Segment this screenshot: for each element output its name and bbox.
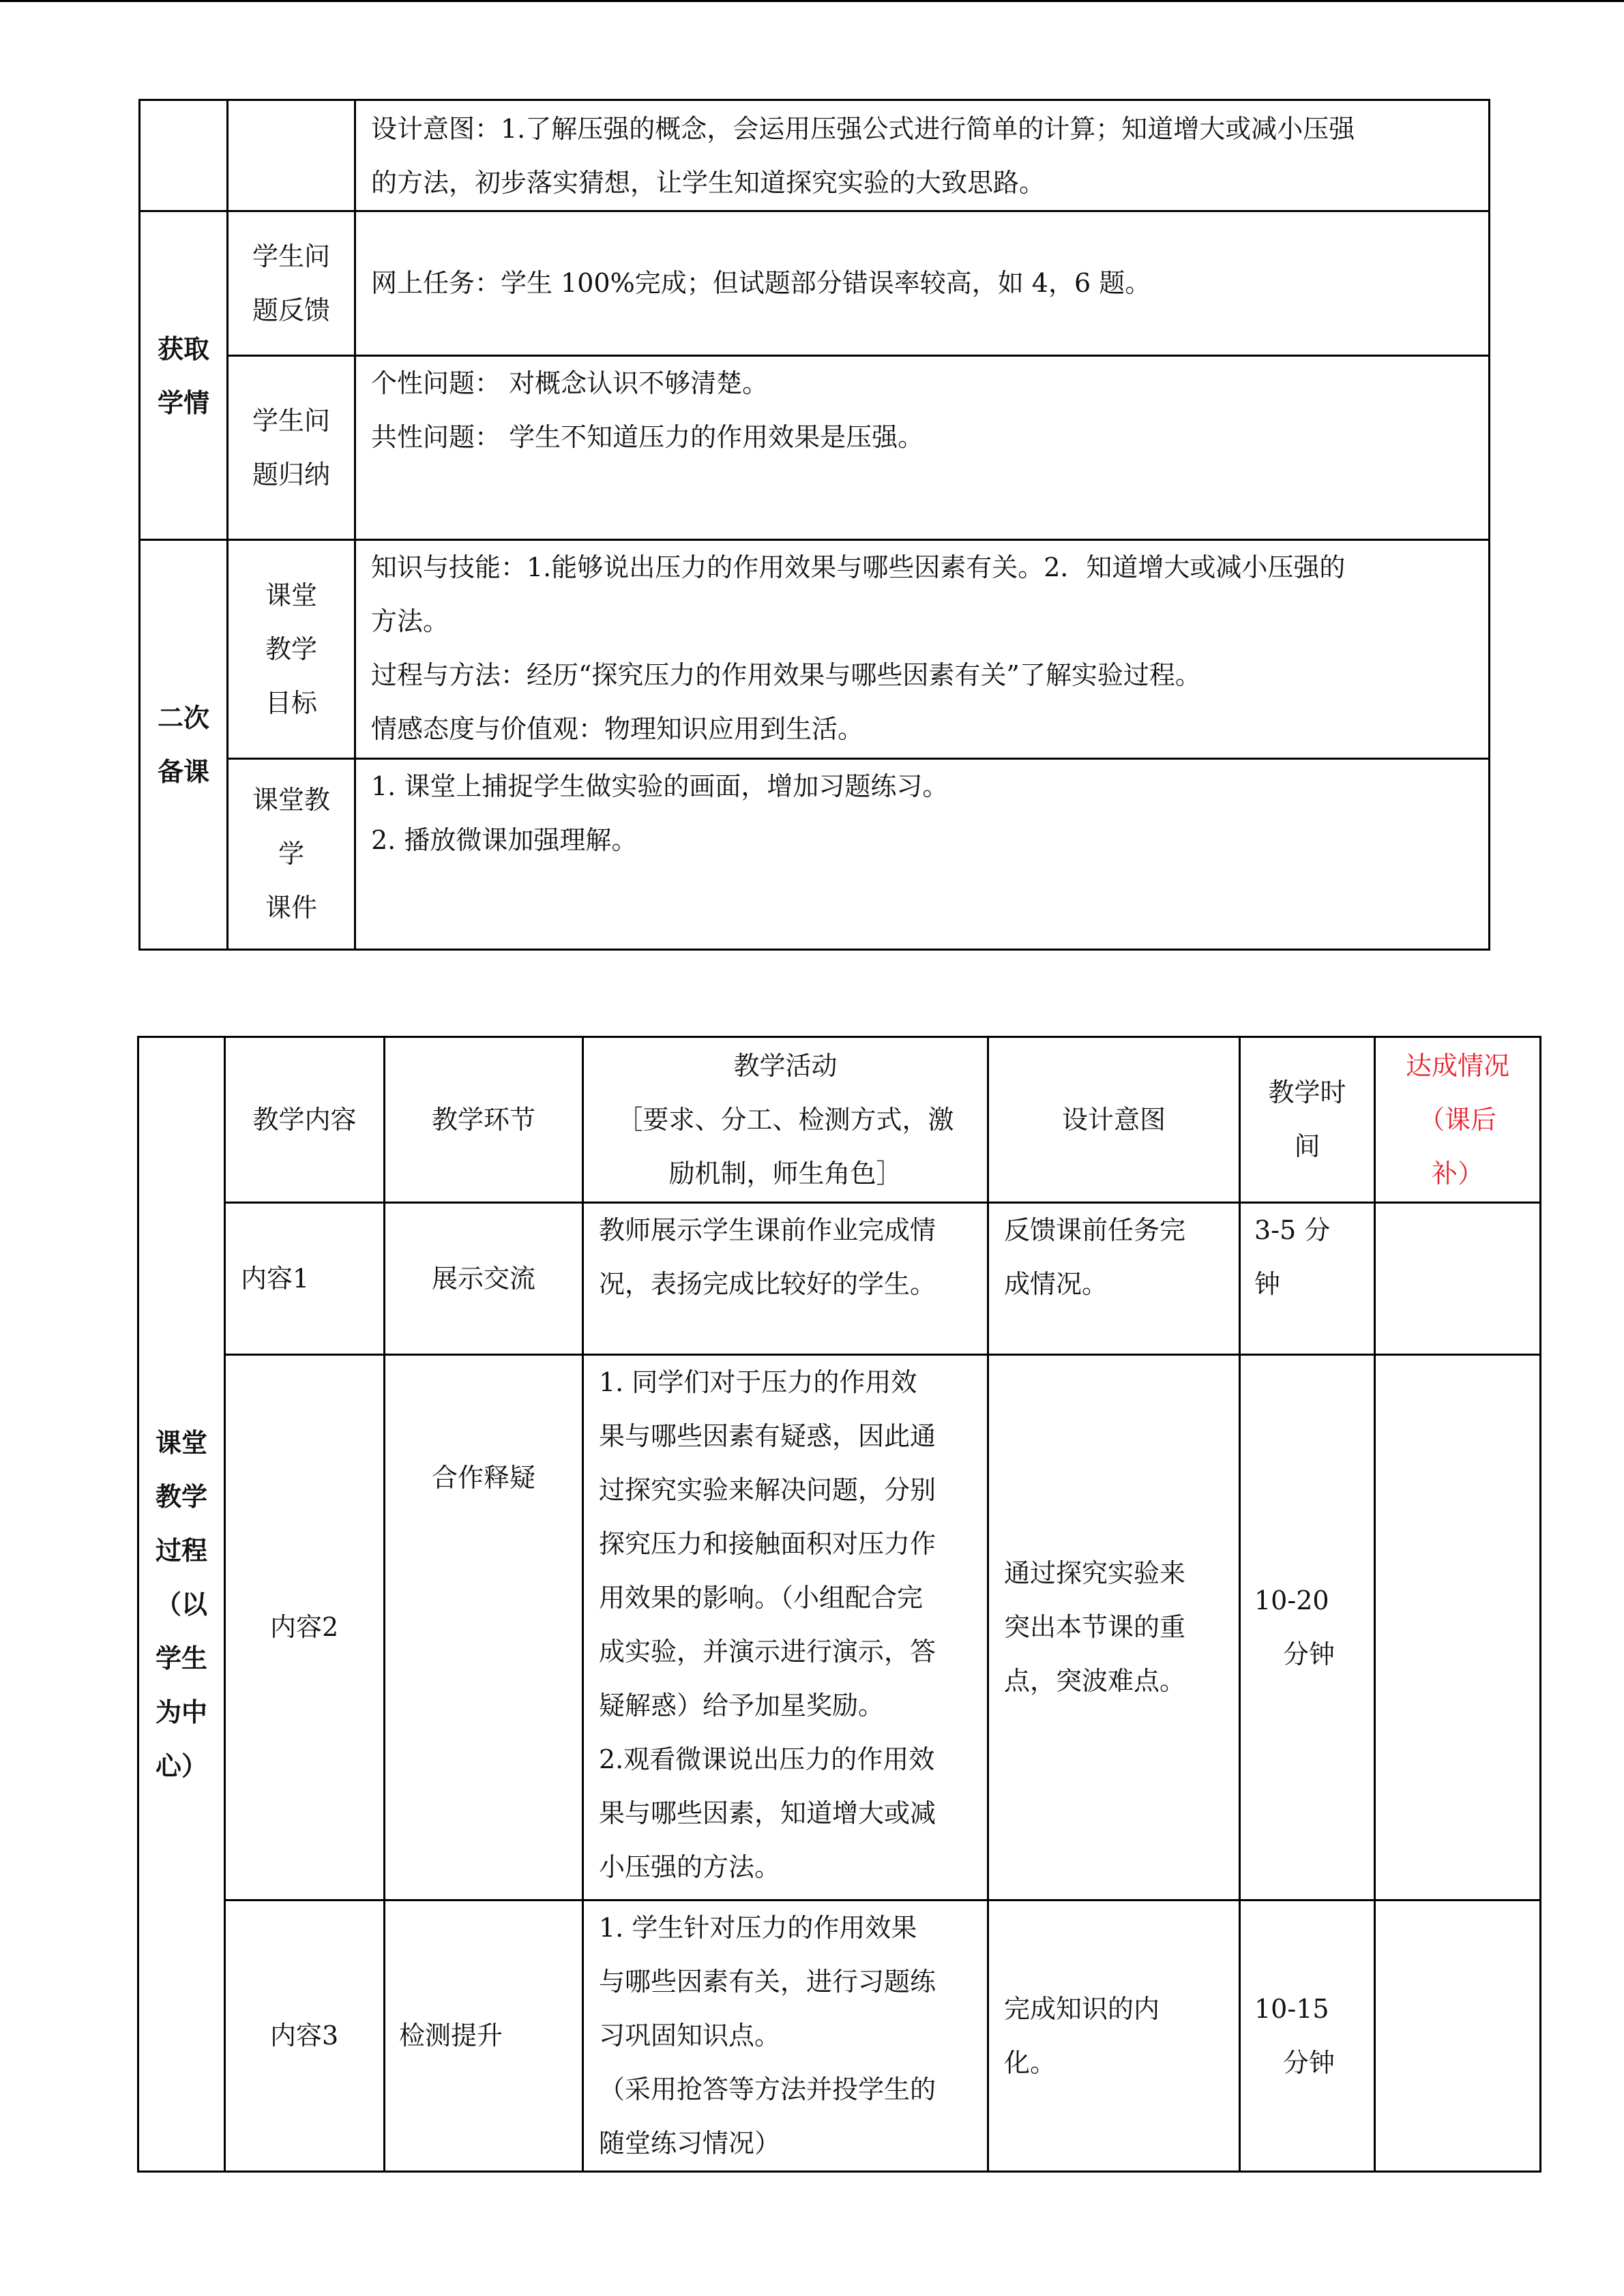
page-top-border (0, 0, 1624, 2)
lesson-prep-table (138, 99, 1490, 951)
feedback-row (140, 211, 1490, 356)
header-row (138, 1037, 1541, 1203)
section-title-prep: 二次 备课 (140, 540, 228, 950)
feedback-text: 网上任务：学生 100%完成；但试题部分错误率较高，如 4，6 题。 (355, 211, 1490, 356)
teaching-process-table (137, 1036, 1541, 2173)
row-activity: 1. 学生针对压力的作用效果 与哪些因素有关，进行习题练 习巩固知识点。 （采用抢答等方法并投学生的 随堂练习情况） (583, 1900, 988, 2172)
row-time: 3-5 分 钟 (1240, 1203, 1375, 1355)
row-intent: 通过探究实验来 突出本节课的重 点，突波难点。 (988, 1355, 1240, 1900)
row-content: 内容3 (225, 1900, 385, 2172)
header-intent: 设计意图 (988, 1037, 1240, 1203)
row-stage: 合作释疑 (385, 1355, 583, 1900)
header-time: 教学时 间 (1240, 1037, 1375, 1203)
courseware-row (140, 759, 1490, 950)
summary-text: 个性问题： 对概念认识不够清楚。 共性问题： 学生不知道压力的作用效果是压强。 (355, 356, 1490, 540)
section-title-learning: 获取 学情 (140, 211, 228, 540)
empty-cell (228, 100, 355, 211)
row-time: 10-20 分钟 (1240, 1355, 1375, 1900)
courseware-label: 课堂教 学 课件 (228, 759, 355, 950)
courseware-text: 1. 课堂上捕捉学生做实验的画面，增加习题练习。 2. 播放微课加强理解。 (355, 759, 1490, 950)
summary-row (140, 356, 1490, 540)
row-status (1375, 1203, 1541, 1355)
goals-text: 知识与技能：1.能够说出压力的作用效果与哪些因素有关。2．知道增大或减小压强的 方法。 过程与方法：经历“探究压力的作用效果与哪些因素有关”了解实验过程。 情感态度与价值观：物理知识应用到生活。 (355, 540, 1490, 759)
row-intent: 反馈课前任务完 成情况。 (988, 1203, 1240, 1355)
header-status: 达成情况 （课后 补） (1375, 1037, 1541, 1203)
row-status (1375, 1900, 1541, 2172)
table-row (138, 1355, 1541, 1900)
header-content: 教学内容 (225, 1037, 385, 1203)
feedback-label: 学生问 题反馈 (228, 211, 355, 356)
row-stage: 检测提升 (385, 1900, 583, 2172)
empty-cell (140, 100, 228, 211)
summary-label: 学生问 题归纳 (228, 356, 355, 540)
row-stage: 展示交流 (385, 1203, 583, 1355)
design-intent-text: 设计意图：1.了解压强的概念，会运用压强公式进行简单的计算；知道增大或减小压强 的方法，初步落实猜想，让学生知道探究实验的大致思路。 (355, 100, 1490, 211)
table-row (138, 1203, 1541, 1355)
side-title: 课堂 教学 过程 （以 学生 为中 心） (138, 1037, 225, 2172)
goals-label: 课堂 教学 目标 (228, 540, 355, 759)
row-activity: 1. 同学们对于压力的作用效 果与哪些因素有疑惑，因此通 过探究实验来解决问题，分别 探究压力和接触面积对压力作 用效果的影响。（小组配合完 成实验，并演示进行演示，答 疑解惑）给予加星奖励。 2.观看微课说出压力的作用效 果与哪些因素，知道增大或减 小压强的方法。 (583, 1355, 988, 1900)
row-intent: 完成知识的内 化。 (988, 1900, 1240, 2172)
header-stage: 教学环节 (385, 1037, 583, 1203)
goals-row (140, 540, 1490, 759)
design-intent-row (140, 100, 1490, 211)
row-activity: 教师展示学生课前作业完成情 况，表扬完成比较好的学生。 (583, 1203, 988, 1355)
row-content: 内容1 (225, 1203, 385, 1355)
row-status (1375, 1355, 1541, 1900)
header-activity: 教学活动 ［要求、分工、检测方式，激 励机制，师生角色］ (583, 1037, 988, 1203)
table-row (138, 1900, 1541, 2172)
row-content: 内容2 (225, 1355, 385, 1900)
row-time: 10-15 分钟 (1240, 1900, 1375, 2172)
